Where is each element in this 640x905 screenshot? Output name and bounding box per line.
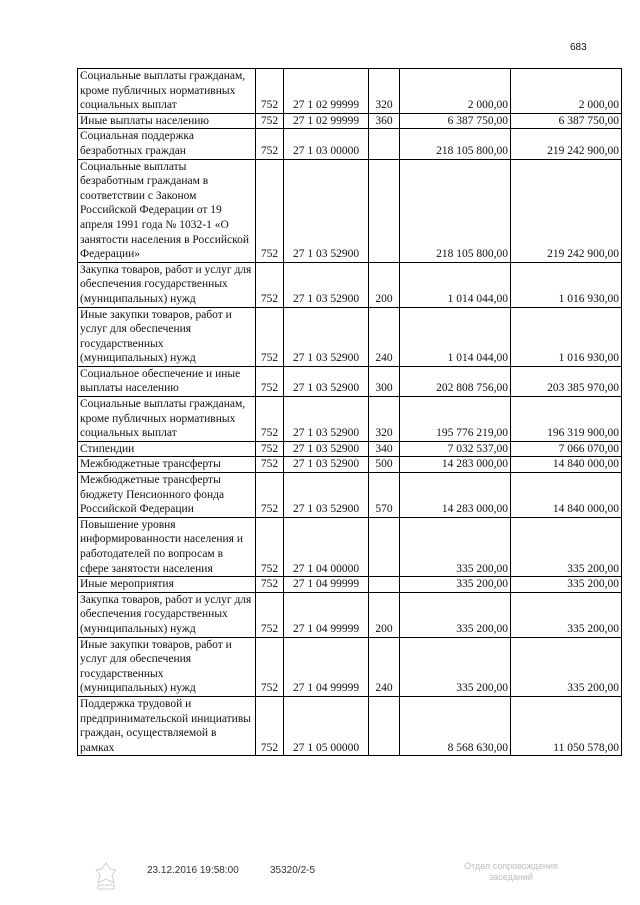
- row-org-code: 752: [256, 262, 284, 307]
- row-amount-year2: 14 840 000,00: [511, 457, 622, 473]
- seal-icon: [92, 861, 120, 891]
- row-org-code: 752: [256, 457, 284, 473]
- row-target-code: 27 1 03 52900: [284, 473, 369, 518]
- table-row: [78, 577, 622, 593]
- row-expense-type: 240: [369, 637, 400, 696]
- row-expense-type: [369, 696, 400, 755]
- row-name: Поддержка трудовой и предпринимательской инициативы граждан, осуществляемой в рамках: [78, 696, 256, 755]
- row-name: Закупка товаров, работ и услуг для обеспечения государственных (муниципальных) нужд: [78, 592, 256, 637]
- footer-doc-id: 35320/2-5: [270, 865, 316, 876]
- row-target-code: 27 1 03 52900: [284, 366, 369, 396]
- row-amount-year2: 335 200,00: [511, 592, 622, 637]
- row-name: Иные закупки товаров, работ и услуг для обеспечения государственных (муниципальных) нужд: [78, 307, 256, 366]
- row-amount-year1: 335 200,00: [400, 517, 511, 576]
- row-name: Социальные выплаты гражданам, кроме публичных нормативных социальных выплат: [78, 397, 256, 442]
- table-row: [78, 517, 622, 576]
- table-row: [78, 397, 622, 442]
- row-amount-year1: 335 200,00: [400, 637, 511, 696]
- row-expense-type: [369, 517, 400, 576]
- row-name: Социальные выплаты гражданам, кроме публичных нормативных социальных выплат: [78, 69, 256, 114]
- row-org-code: 752: [256, 159, 284, 262]
- row-amount-year2: 196 319 900,00: [511, 397, 622, 442]
- row-amount-year1: 218 105 800,00: [400, 129, 511, 159]
- table-row: [78, 69, 622, 114]
- row-org-code: 752: [256, 637, 284, 696]
- row-target-code: 27 1 03 52900: [284, 397, 369, 442]
- row-amount-year1: 202 808 756,00: [400, 366, 511, 396]
- table-row: [78, 696, 622, 755]
- row-target-code: 27 1 02 99999: [284, 69, 369, 114]
- row-expense-type: [369, 577, 400, 593]
- row-expense-type: [369, 159, 400, 262]
- table-row: [78, 592, 622, 637]
- row-amount-year1: 335 200,00: [400, 577, 511, 593]
- row-org-code: 752: [256, 69, 284, 114]
- row-name: Социальные выплаты безработным гражданам в соответствии с Законом Российской Федерации от 19 апреля 1991 года № 1032-1 «О занятости населения в Российской Федерации»: [78, 159, 256, 262]
- row-org-code: 752: [256, 129, 284, 159]
- row-target-code: 27 1 04 99999: [284, 592, 369, 637]
- row-amount-year2: 335 200,00: [511, 517, 622, 576]
- table-row: [78, 457, 622, 473]
- row-expense-type: [369, 129, 400, 159]
- row-name: Социальное обеспечение и иные выплаты населению: [78, 366, 256, 396]
- row-expense-type: 360: [369, 113, 400, 129]
- row-amount-year2: 203 385 970,00: [511, 366, 622, 396]
- row-name: Иные закупки товаров, работ и услуг для обеспечения государственных (муниципальных) нужд: [78, 637, 256, 696]
- row-amount-year1: 14 283 000,00: [400, 473, 511, 518]
- row-amount-year2: 1 016 930,00: [511, 262, 622, 307]
- row-org-code: 752: [256, 113, 284, 129]
- row-org-code: 752: [256, 577, 284, 593]
- row-org-code: 752: [256, 441, 284, 457]
- row-name: Иные мероприятия: [78, 577, 256, 593]
- row-target-code: 27 1 04 99999: [284, 577, 369, 593]
- row-target-code: 27 1 05 00000: [284, 696, 369, 755]
- row-amount-year1: 14 283 000,00: [400, 457, 511, 473]
- row-expense-type: 300: [369, 366, 400, 396]
- row-org-code: 752: [256, 307, 284, 366]
- row-target-code: 27 1 03 52900: [284, 262, 369, 307]
- row-target-code: 27 1 04 99999: [284, 637, 369, 696]
- row-amount-year2: 1 016 930,00: [511, 307, 622, 366]
- row-org-code: 752: [256, 366, 284, 396]
- row-org-code: 752: [256, 592, 284, 637]
- row-expense-type: 570: [369, 473, 400, 518]
- row-name: Межбюджетные трансферты: [78, 457, 256, 473]
- row-amount-year2: 335 200,00: [511, 637, 622, 696]
- table-row: [78, 129, 622, 159]
- table-row: [78, 159, 622, 262]
- row-org-code: 752: [256, 517, 284, 576]
- row-name: Иные выплаты населению: [78, 113, 256, 129]
- row-amount-year2: 2 000,00: [511, 69, 622, 114]
- row-target-code: 27 1 03 52900: [284, 441, 369, 457]
- budget-table-body: [78, 69, 622, 756]
- row-amount-year2: 14 840 000,00: [511, 473, 622, 518]
- row-target-code: 27 1 03 52900: [284, 307, 369, 366]
- row-amount-year2: 335 200,00: [511, 577, 622, 593]
- row-org-code: 752: [256, 397, 284, 442]
- table-row: [78, 366, 622, 396]
- budget-table: [77, 68, 622, 756]
- row-amount-year1: 8 568 630,00: [400, 696, 511, 755]
- table-row: [78, 113, 622, 129]
- row-amount-year1: 195 776 219,00: [400, 397, 511, 442]
- row-target-code: 27 1 04 00000: [284, 517, 369, 576]
- row-expense-type: 320: [369, 397, 400, 442]
- row-target-code: 27 1 03 00000: [284, 129, 369, 159]
- row-expense-type: 240: [369, 307, 400, 366]
- page-number: 683: [570, 42, 587, 53]
- footer-timestamp: 23.12.2016 19:58:00: [147, 865, 239, 876]
- row-amount-year1: 2 000,00: [400, 69, 511, 114]
- table-row: [78, 262, 622, 307]
- table-row: [78, 307, 622, 366]
- row-name: Стипендии: [78, 441, 256, 457]
- row-target-code: 27 1 03 52900: [284, 159, 369, 262]
- watermark-stamp: Отдел сопровождения заседаний: [464, 861, 558, 882]
- row-amount-year1: 1 014 044,00: [400, 262, 511, 307]
- row-name: Повышение уровня информированности населения и работодателей по вопросам в сфере занятости населения: [78, 517, 256, 576]
- row-target-code: 27 1 02 99999: [284, 113, 369, 129]
- row-amount-year1: 335 200,00: [400, 592, 511, 637]
- row-expense-type: 200: [369, 592, 400, 637]
- row-amount-year1: 218 105 800,00: [400, 159, 511, 262]
- row-amount-year2: 11 050 578,00: [511, 696, 622, 755]
- table-row: [78, 441, 622, 457]
- row-amount-year2: 219 242 900,00: [511, 159, 622, 262]
- row-org-code: 752: [256, 473, 284, 518]
- row-expense-type: 340: [369, 441, 400, 457]
- row-name: Закупка товаров, работ и услуг для обеспечения государственных (муниципальных) нужд: [78, 262, 256, 307]
- row-org-code: 752: [256, 696, 284, 755]
- table-row: [78, 473, 622, 518]
- row-amount-year1: 1 014 044,00: [400, 307, 511, 366]
- row-amount-year2: 7 066 070,00: [511, 441, 622, 457]
- row-amount-year2: 219 242 900,00: [511, 129, 622, 159]
- page-footer: [0, 861, 640, 901]
- table-row: [78, 637, 622, 696]
- row-expense-type: 500: [369, 457, 400, 473]
- row-expense-type: 320: [369, 69, 400, 114]
- row-amount-year1: 7 032 537,00: [400, 441, 511, 457]
- row-amount-year2: 6 387 750,00: [511, 113, 622, 129]
- row-expense-type: 200: [369, 262, 400, 307]
- row-name: Социальная поддержка безработных граждан: [78, 129, 256, 159]
- row-target-code: 27 1 03 52900: [284, 457, 369, 473]
- row-name: Межбюджетные трансферты бюджету Пенсионного фонда Российской Федерации: [78, 473, 256, 518]
- row-amount-year1: 6 387 750,00: [400, 113, 511, 129]
